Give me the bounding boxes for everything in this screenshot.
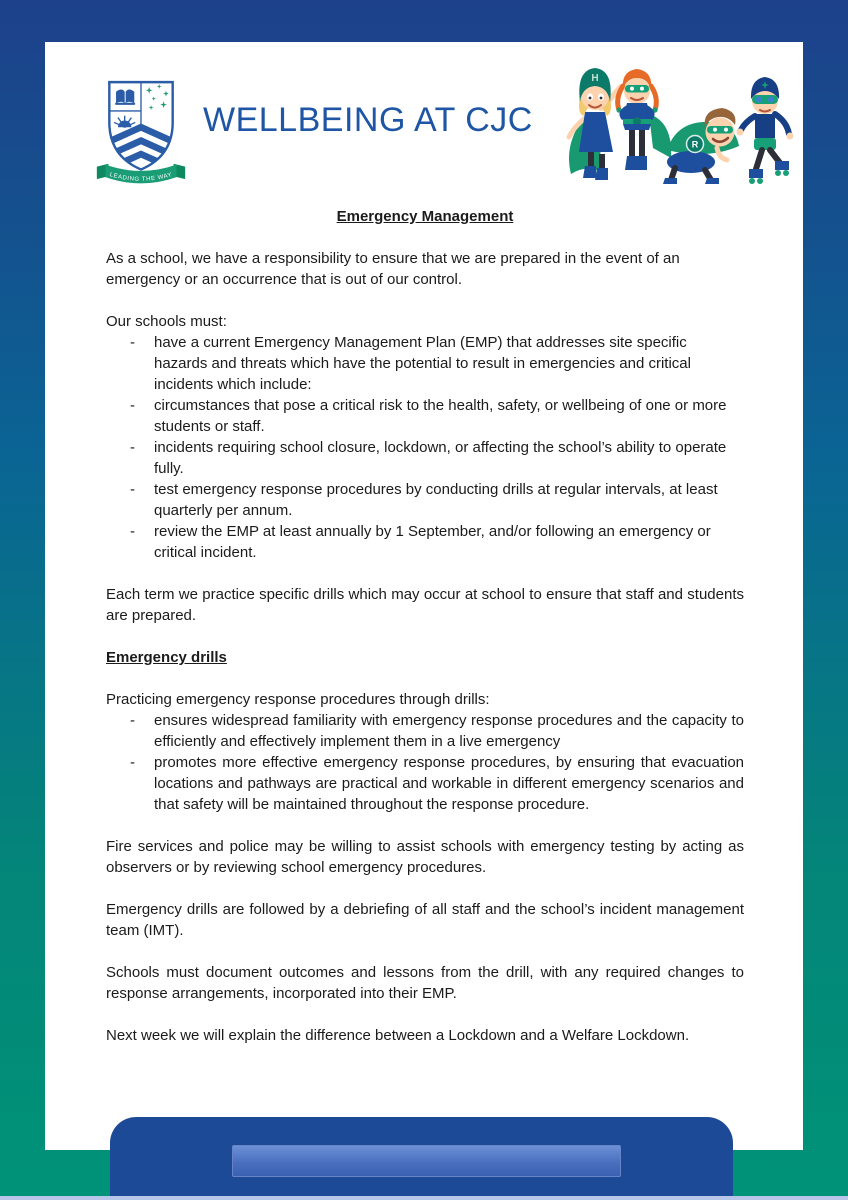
bullet-text: circumstances that pose a critical risk to the health, safety, or wellbeing of one or more students or staff. — [154, 397, 727, 435]
bullet-list-drill-benefits — [106, 710, 744, 815]
bullet-text: test emergency response procedures by conducting drills at regular intervals, at least quarterly per annum. — [154, 481, 718, 519]
bullet-item — [106, 521, 744, 563]
bullet-dash-marker: - — [130, 523, 135, 540]
bullet-dash-marker: - — [130, 439, 135, 456]
document-page — [45, 42, 803, 1150]
footer-card — [110, 1117, 733, 1200]
bullet-dash-marker: - — [130, 334, 135, 351]
bullet-text: review the EMP at least annually by 1 September, and/or following an emergency or critical incident. — [154, 523, 711, 561]
section-heading-emergency-drills: Emergency drills — [106, 649, 227, 666]
bullet-dash-marker: - — [130, 397, 135, 414]
paragraph-each-term: Each term we practice specific drills which may occur at school to ensure that staff and students are prepared. — [106, 586, 744, 624]
bullet-item — [106, 479, 744, 521]
bullet-item — [106, 437, 744, 479]
paragraph-document-outcomes: Schools must document outcomes and lessons from the drill, with any required changes to response arrangements, incorporated into their EMP. — [106, 964, 744, 1002]
hero-hood-letter: H — [591, 73, 599, 84]
bullet-item — [106, 395, 744, 437]
bullet-item — [106, 710, 744, 752]
schools-must-list-group — [106, 311, 744, 563]
bullet-text: ensures widespread familiarity with emergency response procedures and the capacity to efficiently and effectively implement them in a live emergency — [154, 712, 744, 750]
hero-badge-letter: R — [691, 139, 699, 150]
paragraph-debriefing: Emergency drills are followed by a debriefing of all staff and the school’s incident management team (IMT). — [106, 901, 744, 939]
bullet-dash-marker: - — [130, 754, 135, 771]
drills-list-group — [106, 689, 744, 815]
footer-banner-bar — [232, 1145, 621, 1177]
bullet-list-requirements — [106, 332, 744, 563]
paragraph-fire-services: Fire services and police may be willing to assist schools with emergency testing by acting as observers or by reviewing school emergency procedures. — [106, 838, 744, 876]
bullet-dash-marker: - — [130, 481, 135, 498]
superhero-kids-illustration — [559, 56, 793, 200]
hero-crawling-boy — [663, 108, 739, 184]
list-intro: Our schools must: — [106, 313, 227, 330]
school-crest-logo — [93, 72, 189, 194]
bullet-text: have a current Emergency Management Plan (EMP) that addresses site specific hazards and threats which have the potential to result in emergencies and critical incidents which include: — [154, 334, 691, 393]
hero-hooded-girl — [569, 68, 621, 180]
section-heading-emergency-management: Emergency Management — [336, 208, 514, 225]
bottom-edge-strip — [0, 1196, 848, 1200]
hero-braided-girl — [616, 69, 671, 170]
bullet-text: promotes more effective emergency response procedures, by ensuring that evacuation locations and pathways are practical and workable in different emergency scenarios and that safety will be maintained throughout the response procedure. — [154, 754, 744, 813]
bullet-item — [106, 752, 744, 815]
bullet-item — [106, 332, 744, 395]
paragraph-intro: As a school, we have a responsibility to ensure that we are prepared in the event of an emergency or an occurrence that is out of our control. — [106, 250, 680, 288]
bullet-dash-marker: - — [130, 712, 135, 729]
list-intro-drills: Practicing emergency response procedures through drills: — [106, 691, 490, 708]
article-body — [106, 206, 744, 1067]
crest-ribbon-text: LEADING THE WAY — [108, 172, 174, 183]
paragraph-next-week: Next week we will explain the difference between a Lockdown and a Welfare Lockdown. — [106, 1027, 690, 1044]
bullet-text: incidents requiring school closure, lockdown, or affecting the school’s ability to operate fully. — [154, 439, 727, 477]
hero-skater-boy — [737, 77, 794, 184]
masthead-title: WELLBEING AT CJC — [203, 101, 533, 139]
